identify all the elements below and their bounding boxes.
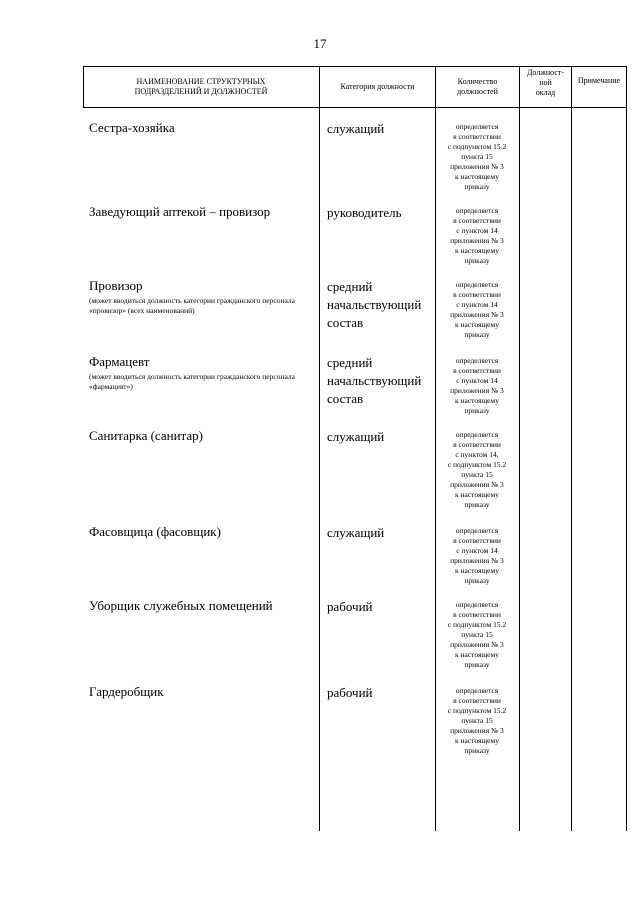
- quantity-line: к настоящему: [454, 246, 500, 255]
- quantity-line: с подпунктом 15.2: [447, 142, 507, 151]
- quantity-line: приложения № 3: [450, 726, 504, 735]
- header-note: [572, 66, 626, 107]
- position-category: средний начальствующий состав: [327, 355, 422, 406]
- header-bottom-border: [83, 107, 627, 108]
- quantity-line: определяется: [455, 122, 499, 131]
- position-name: Фармацевт: [89, 354, 150, 369]
- position-name-cell: [89, 354, 315, 392]
- position-name-cell: [89, 428, 315, 444]
- position-name: Фасовщица (фасовщик): [89, 524, 221, 539]
- quantity-line: в соответствии: [453, 536, 501, 545]
- quantity-line: к настоящему: [454, 172, 500, 181]
- quantity-line: определяется: [455, 686, 499, 695]
- header-salary-line: Должност-: [526, 68, 565, 77]
- page-number: 17: [313, 36, 327, 51]
- position-category: рабочий: [327, 685, 373, 700]
- quantity-line: приложения № 3: [450, 640, 504, 649]
- quantity-line: в соответствии: [453, 610, 501, 619]
- header-salary-line: оклад: [535, 88, 556, 97]
- column-divider: [519, 66, 520, 831]
- quantity-line: пункта 15: [461, 470, 493, 479]
- quantity-line: определяется: [455, 280, 499, 289]
- staff-table: [83, 66, 627, 831]
- quantity-line: с пунктом 14: [456, 376, 498, 385]
- position-name-cell: [89, 120, 315, 136]
- position-quantity: [435, 600, 519, 670]
- position-quantity: [435, 280, 519, 340]
- quantity-line: приложения № 3: [450, 236, 504, 245]
- quantity-line: приложения № 3: [450, 310, 504, 319]
- quantity-line: с подпунктом 15.2: [447, 620, 507, 629]
- position-category: служащий: [327, 525, 385, 540]
- header-note-label: Примечание: [577, 76, 621, 85]
- position-name-cell: [89, 684, 315, 700]
- position-name: Гардеробщик: [89, 684, 164, 699]
- quantity-line: определяется: [455, 600, 499, 609]
- quantity-line: с пунктом 14: [456, 226, 498, 235]
- position-name-cell: [89, 204, 315, 220]
- quantity-line: с пунктом 14: [456, 300, 498, 309]
- quantity-line: пункта 15: [461, 630, 493, 639]
- quantity-line: к настоящему: [454, 650, 500, 659]
- header-name: [83, 66, 319, 107]
- position-name: Санитарка (санитар): [89, 428, 203, 443]
- quantity-line: к настоящему: [454, 320, 500, 329]
- quantity-line: приказу: [464, 746, 490, 755]
- quantity-line: определяется: [455, 206, 499, 215]
- position-category: служащий: [327, 121, 385, 136]
- position-name-cell: [89, 524, 315, 540]
- quantity-line: в соответствии: [453, 440, 501, 449]
- position-category: рабочий: [327, 599, 373, 614]
- quantity-line: к настоящему: [454, 736, 500, 745]
- quantity-line: в соответствии: [453, 290, 501, 299]
- table-right-border: [626, 66, 627, 831]
- quantity-line: приложения № 3: [450, 386, 504, 395]
- quantity-line: пункта 15: [461, 152, 493, 161]
- position-name-cell: [89, 598, 315, 614]
- header-name-line: ПОДРАЗДЕЛЕНИЙ И ДОЛЖНОСТЕЙ: [134, 86, 268, 96]
- header-salary: [520, 66, 571, 107]
- position-name: Сестра-хозяйка: [89, 120, 175, 135]
- quantity-line: приказу: [464, 406, 490, 415]
- quantity-line: с пунктом 14,: [455, 450, 499, 459]
- quantity-line: приказу: [464, 500, 490, 509]
- quantity-line: приказу: [464, 660, 490, 669]
- header-category: [320, 66, 435, 107]
- header-quantity-line: должностей: [457, 86, 498, 96]
- quantity-line: к настоящему: [454, 396, 500, 405]
- quantity-line: с подпунктом 15.2: [447, 460, 507, 469]
- header-name-line: НАИМЕНОВАНИЕ СТРУКТУРНЫХ: [136, 76, 266, 86]
- position-quantity: [435, 686, 519, 756]
- position-quantity: [435, 526, 519, 586]
- position-category: руководитель: [327, 205, 402, 220]
- quantity-line: в соответствии: [453, 216, 501, 225]
- header-category-label: Категория должности: [340, 81, 415, 91]
- position-quantity: [435, 206, 519, 266]
- position-quantity: [435, 356, 519, 416]
- quantity-line: приказу: [464, 330, 490, 339]
- position-note: (может вводиться должность категории гражданского персонала «фармацевт»): [89, 372, 295, 391]
- quantity-line: с пунктом 14: [456, 546, 498, 555]
- quantity-line: определяется: [455, 430, 499, 439]
- quantity-line: приложения № 3: [450, 556, 504, 565]
- quantity-line: приказу: [464, 182, 490, 191]
- column-divider: [319, 66, 320, 831]
- quantity-line: приложения № 3: [450, 480, 504, 489]
- header-quantity-line: Количество: [457, 76, 498, 86]
- quantity-line: в соответствии: [453, 132, 501, 141]
- column-divider: [571, 66, 572, 831]
- quantity-line: приложения № 3: [450, 162, 504, 171]
- quantity-line: в соответствии: [453, 366, 501, 375]
- quantity-line: определяется: [455, 356, 499, 365]
- position-name: Провизор: [89, 278, 143, 293]
- quantity-line: к настоящему: [454, 490, 500, 499]
- header-quantity: [436, 66, 519, 107]
- quantity-line: приказу: [464, 256, 490, 265]
- position-quantity: [435, 122, 519, 192]
- position-category: средний начальствующий состав: [327, 279, 422, 330]
- position-category: служащий: [327, 429, 385, 444]
- position-name: Уборщик служебных помещений: [89, 598, 273, 613]
- quantity-line: приказу: [464, 576, 490, 585]
- header-salary-line: ной: [539, 78, 552, 87]
- position-quantity: [435, 430, 519, 510]
- position-note: (может вводиться должность категории гражданского персонала «провизор» (всех наименований): [89, 296, 295, 315]
- quantity-line: определяется: [455, 526, 499, 535]
- position-name: Заведующий аптекой – провизор: [89, 204, 271, 219]
- quantity-line: в соответствии: [453, 696, 501, 705]
- quantity-line: пункта 15: [461, 716, 493, 725]
- quantity-line: с подпунктом 15.2: [447, 706, 507, 715]
- position-name-cell: [89, 278, 315, 316]
- quantity-line: к настоящему: [454, 566, 500, 575]
